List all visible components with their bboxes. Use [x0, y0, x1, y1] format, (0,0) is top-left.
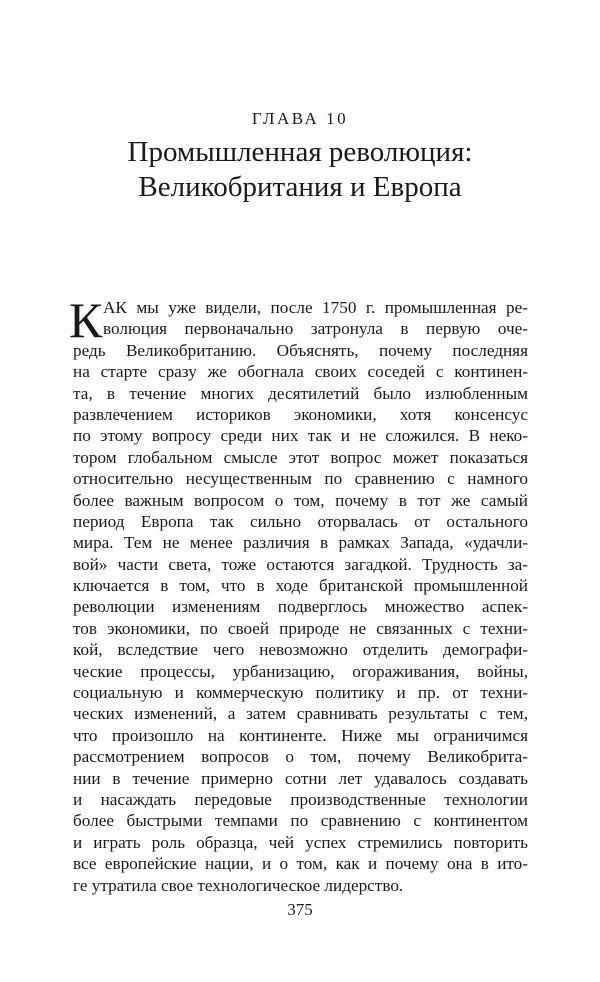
drop-cap: К — [69, 292, 103, 348]
text-line: редь Великобританию. Объяснять, почему последняя — [73, 340, 528, 360]
text-line: на старте сразу же обогнала своих соседей с континен- — [73, 362, 528, 382]
lead-in: АК — [103, 298, 127, 317]
text-line: АК мы уже видели, после 1750 г. промышленная ре- — [103, 298, 528, 317]
chapter-title-line-1: Промышленная революция: — [127, 136, 473, 168]
text-line: ческие процессы, урбанизацию, огораживания, войны, — [73, 661, 528, 681]
text-line: тов экономики, по своей природе не связанных с техни- — [73, 618, 528, 638]
text-line: рассмотрением вопросов о том, почему Великобрита- — [73, 747, 528, 767]
body-text — [69, 292, 528, 896]
text-line: ге утратила свое технологическое лидерство. — [73, 875, 404, 895]
chapter-label: ГЛАВА 10 — [251, 109, 349, 128]
text-line: та, в течение многих десятилетий было излюбленным — [73, 383, 528, 403]
text-line: ческих изменений, а затем сравнивать результаты с тем, — [73, 704, 528, 724]
text-line: период Европа так сильно оторвалась от остального — [73, 511, 528, 531]
text-line: развлечением историков экономики, хотя консенсус — [73, 404, 528, 424]
text-line: мира. Тем не менее различия в рамках Запада, «удачли- — [73, 533, 528, 553]
chapter-title-line-2: Великобритания и Европа — [138, 171, 462, 203]
text-line: и играть роль образца, чей успех стремились повторить — [73, 832, 528, 852]
text-line: революции изменениям подверглось множество аспек- — [73, 597, 528, 617]
text-line: волюция первоначально затронула в первую оче- — [103, 319, 528, 339]
text-line: все европейские нации, и о том, как и почему она в ито- — [73, 854, 528, 874]
text-line: тором глобальном смысле этот вопрос может показаться — [73, 447, 528, 467]
text-line: ключается в том, что в ходе британской промышленной — [73, 576, 528, 596]
chapter-title — [0, 135, 600, 205]
text-line: социальную и коммерческую политику и пр. от техни- — [73, 683, 528, 703]
text-line: что произошло на континенте. Ниже мы ограничимся — [73, 725, 528, 745]
text-line: и насаждать передовые производственные технологии — [73, 789, 528, 809]
text-line: более быстрыми темпами по сравнению с континентом — [73, 811, 528, 831]
text-line: относительно несущественным по сравнению с намного — [73, 469, 528, 489]
text-line: по этому вопросу среди них так и не сложился. В неко- — [73, 426, 528, 446]
text-line: вой» части света, тоже остаются загадкой. Трудность за- — [73, 554, 528, 574]
page-number: 375 — [287, 900, 313, 919]
text-line: более важным вопросом о том, почему в тот же самый — [73, 490, 528, 510]
text-line: нии в течение примерно сотни лет удавалось создавать — [73, 768, 528, 788]
text-line: кой, вследствие чего невозможно отделить демографи- — [73, 640, 528, 660]
